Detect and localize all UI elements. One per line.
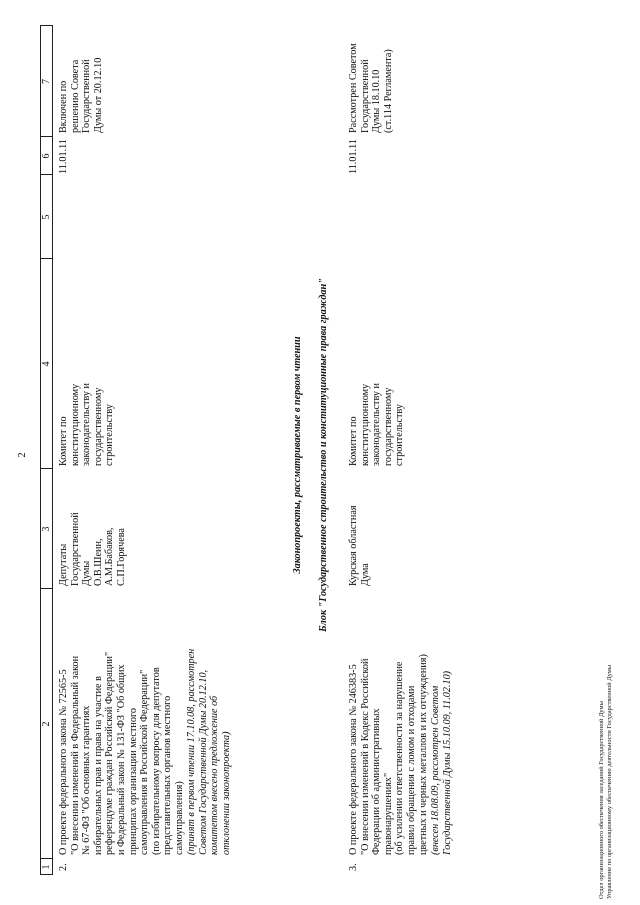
block-heading: Блок "Государственное строительство и конституционные права граждан": [318, 278, 329, 632]
col-header-1: 1: [41, 864, 52, 870]
col-header-6: 6: [41, 153, 52, 159]
col-header-3: 3: [41, 526, 52, 532]
row-2-date: 11.01.11: [58, 139, 69, 174]
row-2-committee: Комитет по конституционному законодательству и государственному строительству: [58, 383, 116, 466]
row-3-title: О проекте федерального закона № 246383-5 "О внесении изменений в Кодекс Российской Федерации об административных правонарушениях" (об усилении ответственности за нарушение правил обращения с ломом и отходами цветных и черных металлов и их отчуждения): [348, 654, 429, 855]
col-header-5: 5: [41, 214, 52, 220]
row-2-number: 2.: [58, 863, 69, 871]
row-3-number: 3.: [348, 863, 359, 871]
row-3-date: 11.01.11: [348, 139, 359, 174]
header-bottom-border: [52, 25, 53, 875]
footer-directorate: Управление по организационному обеспечению деятельности Государственной Думы: [606, 664, 613, 899]
row-2-note: (принят в первом чтении 17.10.08, рассмотрен Советом Государственной Думы 20.12.10, комитетом внесено предложение об отклонении законопроекта): [186, 648, 232, 855]
row-3-committee: Комитет по конституционному законодательству и государственному строительству: [348, 383, 406, 466]
row-2-status: Включен по решению Совета Государственной Думы от 20.12.10: [58, 57, 104, 133]
row-3-initiator: Курская областная Дума: [348, 505, 371, 586]
col-header-2: 2: [41, 721, 52, 727]
footer-department: Отдел организационного обеспечения заседаний Государственной Думы: [598, 701, 605, 899]
col-header-7: 7: [41, 79, 52, 84]
row-3-status: Рассмотрен Советом Государственной Думы 18.10.10 (ст.114 Регламента): [348, 43, 394, 133]
row-3-note: (внесен 18.08.09, рассмотрен Советом Государственной Думы 15.10.09, 11.02.10): [430, 670, 453, 855]
row-2-initiator: Депутаты Государственной Думы О.В.Шеин, А.М.Бабаков, С.П.Горячева: [58, 512, 127, 586]
row-2-title: О проекте федерального закона № 72565-5 "О внесении изменений в Федеральный закон № 67-ФЗ "Об основных гарантиях избирательных прав и права на участие в референдуме граждан Российской Федерации" и Федеральный закон № 131-ФЗ "Об общих принципах организации местного самоуправления в Российской Федерации" (по избирательному вопросу для депутатов представительных органов местного самоуправления): [58, 651, 185, 855]
col-header-4: 4: [41, 361, 52, 367]
section-heading: Законопроекты, рассматриваемые в первом чтении: [292, 336, 303, 574]
page-number: 2: [17, 452, 28, 458]
